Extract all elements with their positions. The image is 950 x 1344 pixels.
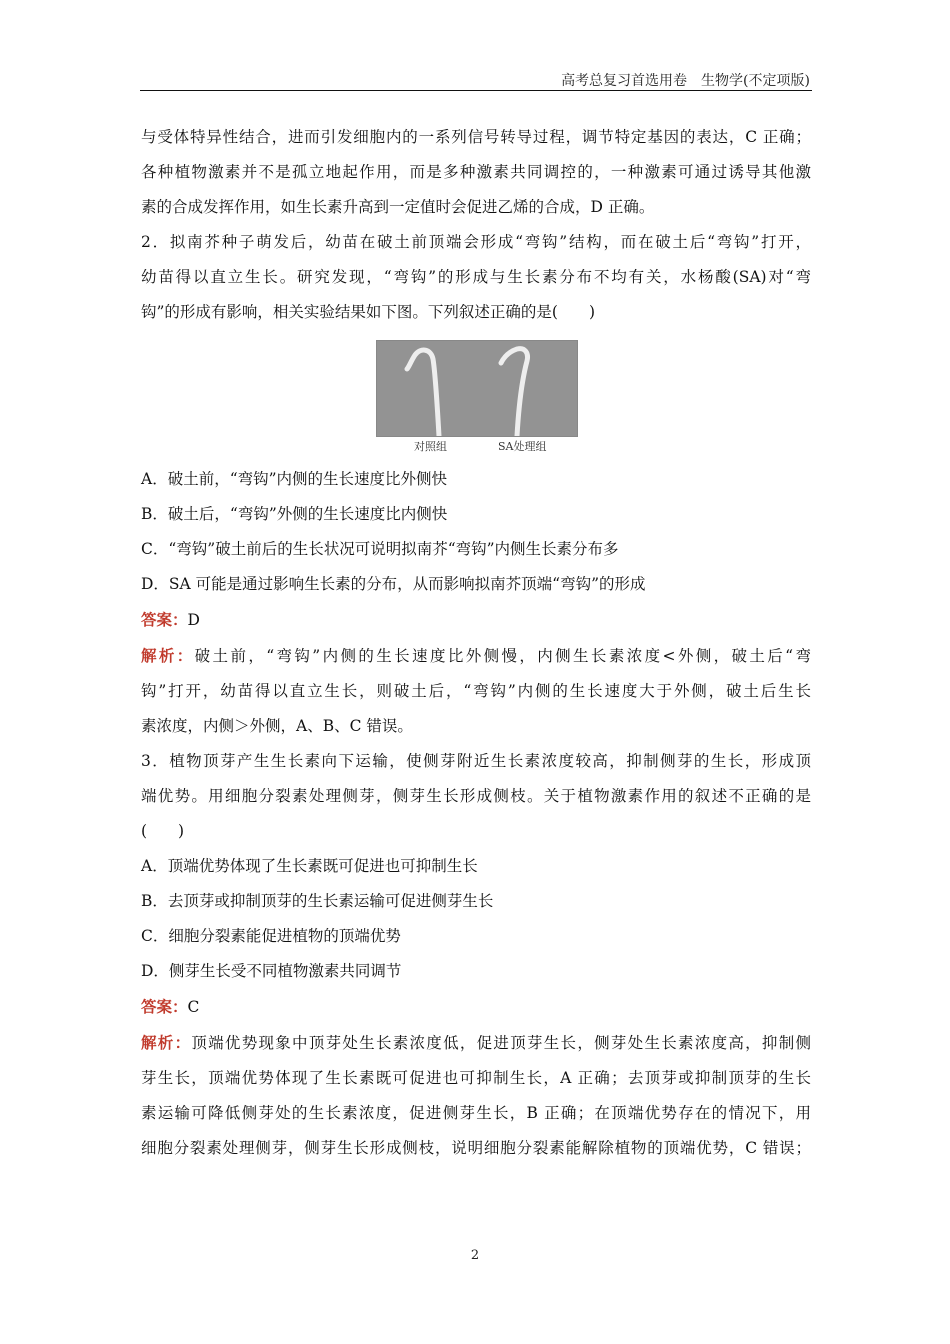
intro-line: 各种植物激素并不是孤立地起作用，而是多种激素共同调控的，一种激素可通过诱导其他激 [141, 163, 811, 181]
running-header: 高考总复习首选用卷 生物学(不定项版) [561, 73, 810, 89]
q2-analysis-line [141, 638, 811, 674]
answer-value: C [187, 998, 200, 1016]
page-content [141, 120, 811, 1166]
seedling-figure [376, 340, 576, 460]
intro-line: 素的合成发挥作用，如生长素升高到一定值时会促进乙烯的合成，D 正确。 [141, 198, 655, 216]
q3-analysis-line: 细胞分裂素处理侧芽，侧芽生长形成侧枝，说明细胞分裂素能解除植物的顶端优势，C 错误； [141, 1139, 811, 1157]
q2-stem-line: 2．拟南芥种子萌发后，幼苗在破土前顶端会形成“弯钩”结构，而在破土后“弯钩”打开， [141, 233, 811, 251]
q3-answer [141, 989, 811, 1025]
q3-option-d: D．侧芽生长受不同植物激素共同调节 [141, 962, 402, 980]
q3-analysis-line: 芽生长，顶端优势体现了生长素既可促进也可抑制生长，A 正确；去顶芽或抑制顶芽的生长 [141, 1069, 811, 1087]
answer-label: 答案： [141, 610, 188, 629]
analysis-label: 解析： [141, 646, 195, 665]
q2-option-c: C．“弯钩”破土前后的生长状况可说明拟南芥“弯钩”内侧生长素分布多 [141, 540, 619, 558]
answer-label: 答案： [141, 997, 188, 1016]
page-number: 2 [470, 1248, 480, 1263]
analysis-label: 解析： [141, 1033, 192, 1052]
q3-stem-line: ( ) [141, 822, 185, 840]
seedling-photo [376, 340, 578, 437]
q3-analysis-line [141, 1025, 811, 1061]
q2-option-d: D．SA 可能是通过影响生长素的分布，从而影响拟南芥顶端“弯钩”的形成 [141, 575, 646, 593]
analysis-text: 顶端优势现象中顶芽处生长素浓度低，促进顶芽生长，侧芽处生长素浓度高，抑制侧 [191, 1034, 811, 1052]
q3-stem-line: 3．植物顶芽产生生长素向下运输，使侧芽附近生长素浓度较高，抑制侧芽的生长，形成顶 [141, 752, 811, 770]
intro-line: 与受体特异性结合，进而引发细胞内的一系列信号转导过程，调节特定基因的表达，C 正确； [141, 128, 811, 146]
q2-analysis-line: 素浓度，内侧＞外侧，A、B、C 错误。 [141, 717, 413, 735]
caption-control: 对照组 [414, 440, 447, 453]
q3-option-b: B．去顶芽或抑制顶芽的生长素运输可促进侧芽生长 [141, 892, 494, 910]
q3-stem-line: 端优势。用细胞分裂素处理侧芽，侧芽生长形成侧枝。关于植物激素作用的叙述不正确的是 [141, 787, 811, 805]
caption-sa: SA处理组 [498, 440, 547, 453]
header-rule [140, 90, 812, 91]
q2-stem-line: 幼苗得以直立生长。研究发现，“弯钩”的形成与生长素分布不均有关，水杨酸(SA)对“弯 [141, 268, 811, 286]
q3-option-a: A．顶端优势体现了生长素既可促进也可抑制生长 [141, 857, 478, 875]
q3-analysis-line: 素运输可降低侧芽处的生长素浓度，促进侧芽生长，B 正确；在顶端优势存在的情况下，用 [141, 1104, 811, 1122]
answer-value: D [187, 611, 200, 629]
q3-option-c: C．细胞分裂素能促进植物的顶端优势 [141, 927, 401, 945]
seedling-hooks-image [377, 341, 577, 436]
q2-stem-line: 钩”的形成有影响，相关实验结果如下图。下列叙述正确的是( ) [141, 303, 596, 321]
analysis-text: 破土前，“弯钩”内侧的生长速度比外侧慢，内侧生长素浓度<外侧，破土后“弯 [194, 647, 811, 665]
q2-option-b: B．破土后，“弯钩”外侧的生长速度比内侧快 [141, 505, 448, 523]
q2-option-a: A．破土前，“弯钩”内侧的生长速度比外侧快 [141, 470, 448, 488]
q2-answer [141, 602, 811, 638]
q2-analysis-line: 钩”打开，幼苗得以直立生长，则破土后，“弯钩”内侧的生长速度大于外侧，破土后生长 [141, 682, 811, 700]
